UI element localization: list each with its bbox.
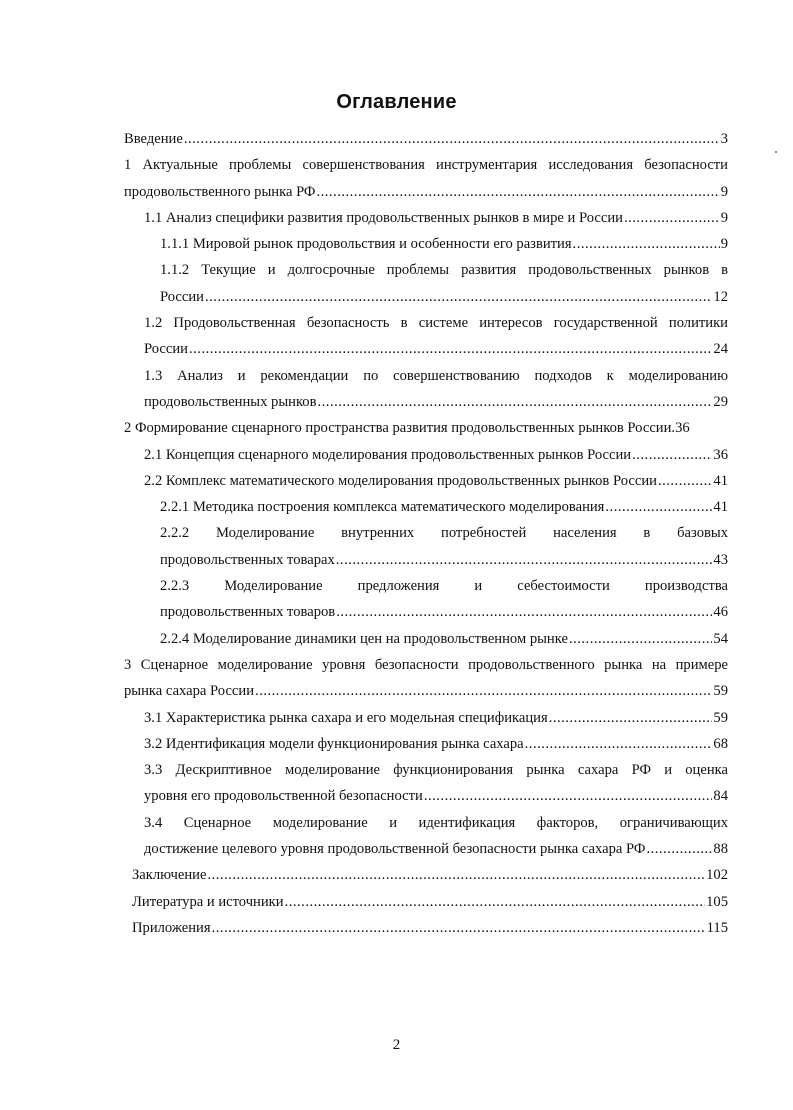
toc-entry-text: Литература и источники (132, 893, 284, 910)
toc-dot-leader (549, 705, 713, 731)
toc-page-number: 54 (713, 630, 728, 647)
table-of-contents (124, 126, 728, 941)
toc-entry-text: 3.1 Характеристика рынка сахара и его модельная спецификация (144, 709, 548, 726)
toc-entry-text: 2 Формирование сценарного пространства развития продовольственных рынков России. (124, 420, 676, 437)
toc-dot-leader (318, 389, 713, 415)
toc-dot-leader (573, 231, 720, 257)
toc-entry-text: 1.1 Анализ специфики развития продовольственных рынков в мире и России (144, 209, 623, 226)
toc-dot-leader (646, 836, 712, 862)
toc-dot-leader (658, 468, 712, 494)
toc-dot-leader (205, 284, 712, 310)
toc-entry-text: продовольственных товаров (160, 604, 336, 621)
toc-entry-text-line: 1.2 Продовольственная безопасность в системе интересов государственной политики (144, 315, 728, 332)
toc-dot-leader (316, 179, 719, 205)
toc-entry-text: рынка сахара России (124, 683, 255, 700)
toc-dot-leader (189, 336, 712, 362)
toc-entry-3-3[interactable] (144, 757, 728, 810)
toc-dot-leader (525, 731, 713, 757)
toc-dot-leader (336, 599, 712, 625)
toc-page-number: 43 (713, 551, 728, 568)
toc-entry-text-line: 1.1.2 Текущие и долгосрочные проблемы развития продовольственных рынков в (160, 262, 728, 279)
toc-dot-leader (605, 494, 712, 520)
toc-page-number: 59 (713, 709, 728, 726)
toc-dot-leader (632, 442, 712, 468)
toc-entry-2-2-1[interactable] (160, 494, 728, 520)
toc-page-number: 59 (713, 683, 728, 700)
toc-entry-text: 2.2.4 Моделирование динамики цен на продовольственном рынке (160, 630, 568, 647)
toc-dot-leader (285, 889, 706, 915)
toc-dot-leader (207, 862, 705, 888)
toc-entry-text: 2.2.1 Методика построения комплекса математического моделирования (160, 499, 605, 516)
toc-entry-1-1-2[interactable] (160, 257, 728, 310)
toc-entry-1-2[interactable] (144, 310, 728, 363)
toc-entry-text-line: 2.2.2 Моделирование внутренних потребностей населения в базовых (160, 525, 728, 542)
toc-entry-text-line: 1 Актуальные проблемы совершенствования инструментария исследования безопасности (124, 157, 728, 174)
toc-entry-text: достижение целевого уровня продовольственной безопасности рынка сахара РФ (144, 841, 646, 858)
toc-entry-text: продовольственных товарах (160, 551, 335, 568)
toc-entry-text: Заключение (132, 867, 207, 884)
toc-page-number: 29 (713, 393, 728, 410)
toc-page-number: 9 (720, 209, 728, 226)
toc-dot-leader (255, 678, 712, 704)
toc-entry-text: 1.1.1 Мировой рынок продовольствия и особенности его развития (160, 236, 572, 253)
toc-entry-3-1[interactable] (144, 705, 728, 731)
toc-entry-text-line: 3 Сценарное моделирование уровня безопасности продовольственного рынка на примере (124, 656, 728, 673)
toc-entry-2-2-2[interactable] (160, 520, 728, 573)
toc-entry-text: 3.2 Идентификация модели функционирования рынка сахара (144, 735, 524, 752)
toc-entry-text: уровня его продовольственной безопасности (144, 788, 423, 805)
toc-entry-1-1[interactable] (144, 205, 728, 231)
toc-dot-leader (184, 126, 720, 152)
toc-entry-1-1-1[interactable] (160, 231, 728, 257)
toc-page-number: 88 (713, 841, 728, 858)
toc-page-number: 9 (720, 236, 728, 253)
toc-entry-chapter-2[interactable] (124, 415, 728, 441)
toc-page-number: 105 (706, 893, 728, 910)
toc-page-number: 84 (713, 788, 728, 805)
toc-dot-leader (212, 915, 706, 941)
toc-page-number: 115 (706, 919, 728, 936)
toc-entry-text: 2.2 Комплекс математического моделирования продовольственных рынков России (144, 472, 657, 489)
toc-page-number: 68 (713, 735, 728, 752)
toc-dot-leader (336, 547, 713, 573)
toc-page-number: 36 (675, 420, 690, 437)
toc-entry-text: России (160, 288, 204, 305)
toc-page-number: 12 (713, 288, 728, 305)
toc-entry-1-3[interactable] (144, 363, 728, 416)
page-title: Оглавление (336, 91, 457, 113)
toc-entry-text: продовольственного рынка РФ (124, 183, 316, 200)
toc-entry-chapter-1[interactable] (124, 152, 728, 205)
toc-entry-2-2-3[interactable] (160, 573, 728, 626)
toc-dot-leader (569, 626, 712, 652)
toc-entry-conclusion[interactable] (132, 862, 728, 888)
toc-page-number: 3 (720, 131, 728, 147)
toc-entry-text-line: 1.3 Анализ и рекомендации по совершенствованию подходов к моделированию (144, 367, 728, 384)
toc-page-number: 9 (720, 183, 728, 200)
toc-entry-text-line: 3.3 Дескриптивное моделирование функционирования рынка сахара РФ и оценка (144, 762, 728, 779)
toc-dot-leader (424, 783, 713, 809)
toc-entry-2-1[interactable] (144, 442, 728, 468)
toc-entry-text: 2.1 Концепция сценарного моделирования продовольственных рынков России (144, 446, 632, 463)
toc-page-number: 36 (713, 446, 728, 463)
toc-entry-chapter-3[interactable] (124, 652, 728, 705)
scan-speck (775, 151, 777, 153)
toc-entry-3-4[interactable] (144, 810, 728, 863)
toc-entry-text: Приложения (132, 919, 211, 936)
toc-entry-text: продовольственных рынков (144, 393, 317, 410)
toc-entry-text-line: 3.4 Сценарное моделирование и идентификация факторов, ограничивающих (144, 814, 728, 831)
toc-entry-introduction[interactable] (124, 126, 728, 152)
toc-page-number: 24 (713, 341, 728, 358)
toc-page-number: 46 (713, 604, 728, 621)
toc-entry-3-2[interactable] (144, 731, 728, 757)
toc-entry-2-2-4[interactable] (160, 626, 728, 652)
toc-entry-2-2[interactable] (144, 468, 728, 494)
toc-entry-text: России (144, 341, 188, 358)
toc-page-number: 41 (713, 499, 728, 516)
toc-page-number: 41 (713, 472, 728, 489)
page-number: 2 (392, 1037, 401, 1053)
toc-entry-appendices[interactable] (132, 915, 728, 941)
toc-page-number: 102 (706, 867, 728, 884)
toc-entry-text-line: 2.2.3 Моделирование предложения и себестоимости производства (160, 578, 728, 595)
toc-dot-leader (624, 205, 720, 231)
toc-entry-text: Введение (124, 131, 183, 147)
toc-entry-references[interactable] (132, 889, 728, 915)
